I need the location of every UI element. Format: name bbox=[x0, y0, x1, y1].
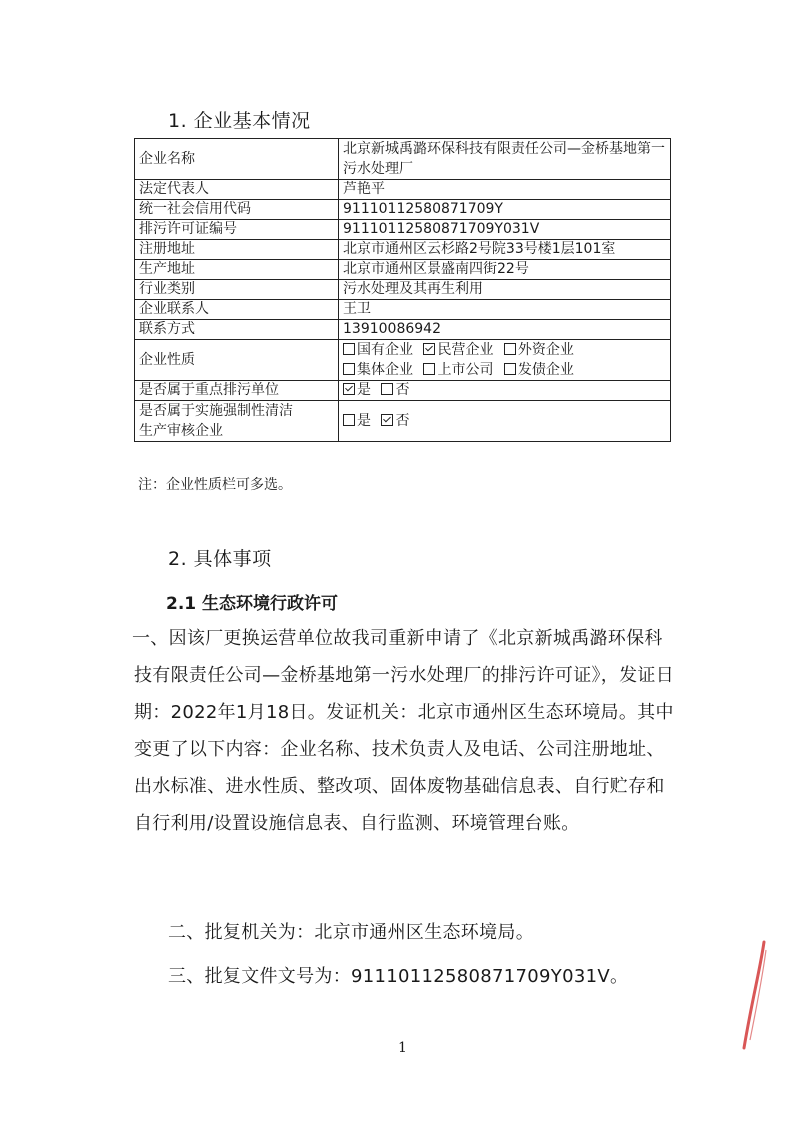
paragraph-3: 三、批复文件文号为：91110112580871709Y031V。 bbox=[168, 966, 629, 987]
checkbox-unchecked-icon bbox=[381, 383, 393, 395]
row-key: 企业名称 bbox=[135, 139, 339, 180]
table-row-clean-audit bbox=[135, 401, 671, 442]
table-row bbox=[135, 300, 671, 320]
option-foreign: 外资企业 bbox=[504, 342, 574, 358]
row-value: 13910086942 bbox=[339, 320, 671, 340]
table-row-nature bbox=[135, 340, 671, 381]
table-row bbox=[135, 200, 671, 220]
company-info-table bbox=[134, 138, 671, 442]
table-row bbox=[135, 139, 671, 180]
paragraph-1: 一、因该厂更换运营单位故我司重新申请了《北京新城禹潞环保科技有限责任公司—金桥基地第一污水处理厂的排污许可证》，发证日期：2022年1月18日。发证机关：北京市通州区生态环境局。其中变更了以下内容：企业名称、技术负责人及电话、公司注册地址、出水标准、进水性质、整改项、固体废物基础信息表、自行贮存和自行利用/设置设施信息表、自行监测、环境管理台账。 bbox=[132, 628, 674, 834]
checkbox-checked-icon bbox=[343, 383, 355, 395]
key-polluter-options bbox=[339, 381, 671, 401]
table-row bbox=[135, 220, 671, 240]
page-number: 1 bbox=[398, 1040, 407, 1056]
section-1-title: 1. 企业基本情况 bbox=[168, 110, 311, 132]
option-no: 否 bbox=[381, 382, 409, 398]
row-key: 法定代表人 bbox=[135, 180, 339, 200]
table-row bbox=[135, 260, 671, 280]
checkbox-checked-icon bbox=[423, 343, 435, 355]
row-key: 统一社会信用代码 bbox=[135, 200, 339, 220]
option-no: 否 bbox=[381, 413, 409, 429]
table-row bbox=[135, 320, 671, 340]
row-key: 生产地址 bbox=[135, 260, 339, 280]
nature-options bbox=[339, 340, 671, 381]
row-value: 91110112580871709Y bbox=[339, 200, 671, 220]
table-row-key-polluter bbox=[135, 381, 671, 401]
row-value: 91110112580871709Y031V bbox=[339, 220, 671, 240]
row-key: 是否属于重点排污单位 bbox=[135, 381, 339, 401]
row-value: 芦艳平 bbox=[339, 180, 671, 200]
checkbox-unchecked-icon bbox=[504, 343, 516, 355]
row-value: 北京市通州区景盛南四街22号 bbox=[339, 260, 671, 280]
row-value: 污水处理及其再生利用 bbox=[339, 280, 671, 300]
row-key: 排污许可证编号 bbox=[135, 220, 339, 240]
option-state-owned: 国有企业 bbox=[343, 342, 413, 358]
checkbox-unchecked-icon bbox=[343, 363, 355, 375]
table-row bbox=[135, 280, 671, 300]
subsection-title: 2.1 生态环境行政许可 bbox=[166, 594, 339, 614]
row-value: 王卫 bbox=[339, 300, 671, 320]
option-yes: 是 bbox=[343, 382, 371, 398]
checkbox-checked-icon bbox=[381, 414, 393, 426]
checkbox-unchecked-icon bbox=[423, 363, 435, 375]
clean-audit-options bbox=[339, 401, 671, 442]
option-yes: 是 bbox=[343, 413, 371, 429]
checkbox-unchecked-icon bbox=[504, 363, 516, 375]
option-bond: 发债企业 bbox=[504, 362, 574, 378]
row-value: 北京新城禹潞环保科技有限责任公司—金桥基地第一污水处理厂 bbox=[339, 139, 671, 180]
option-collective: 集体企业 bbox=[343, 362, 413, 378]
row-key: 行业类别 bbox=[135, 280, 339, 300]
row-key: 企业联系人 bbox=[135, 300, 339, 320]
table-row bbox=[135, 180, 671, 200]
row-key: 企业性质 bbox=[135, 340, 339, 381]
checkbox-unchecked-icon bbox=[343, 343, 355, 355]
seal-stamp-icon bbox=[740, 940, 770, 1050]
row-value: 北京市通州区云杉路2号院33号楼1层101室 bbox=[339, 240, 671, 260]
checkbox-unchecked-icon bbox=[343, 414, 355, 426]
row-key: 注册地址 bbox=[135, 240, 339, 260]
row-key: 是否属于实施强制性清洁 生产审核企业 bbox=[135, 401, 339, 442]
table-note: 注：企业性质栏可多选。 bbox=[138, 477, 292, 493]
option-private: 民营企业 bbox=[423, 342, 493, 358]
section-2-title: 2. 具体事项 bbox=[168, 548, 272, 570]
paragraph-2: 二、批复机关为：北京市通州区生态环境局。 bbox=[168, 922, 534, 943]
table-row bbox=[135, 240, 671, 260]
row-key: 联系方式 bbox=[135, 320, 339, 340]
option-listed: 上市公司 bbox=[423, 362, 493, 378]
